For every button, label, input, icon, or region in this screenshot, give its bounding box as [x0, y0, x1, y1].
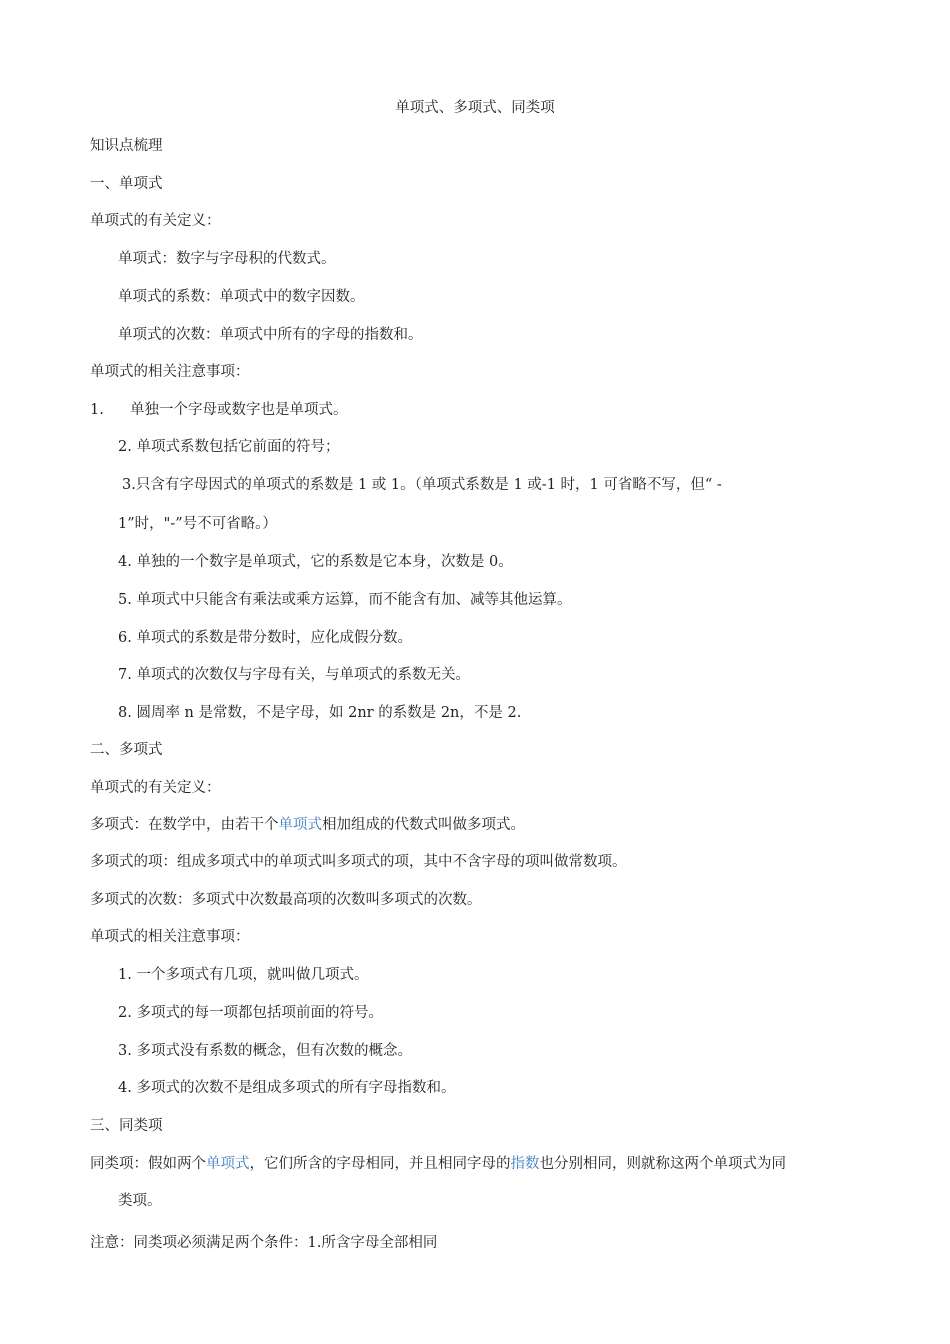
section-heading-like-terms: 三、同类项 — [90, 1118, 163, 1134]
monomial-note-item — [90, 400, 790, 420]
def-text: 相加组成的代数式叫做多项式。 — [322, 817, 525, 833]
monomial-note-item: 6. 单项式的系数是带分数时，应化成假分数。 — [118, 630, 412, 646]
monomial-defs-heading: 单项式的有关定义： — [90, 213, 221, 229]
monomial-note-item: 3.只含有字母因式的单项式的系数是 1 或 1。（单项式系数是 1 或-1 时，1 可省略不写，但“ - — [122, 477, 722, 493]
monomial-note-item-continued: 1”时，"-”号不可省略。） — [118, 516, 277, 532]
monomial-note-item: 7. 单项式的次数仅与字母有关，与单项式的系数无关。 — [118, 667, 470, 683]
monomial-note-item: 2. 单项式系数包括它前面的符号； — [118, 439, 340, 455]
polynomial-note-item: 3. 多项式没有系数的概念，但有次数的概念。 — [118, 1043, 412, 1059]
section-heading-polynomial: 二、多项式 — [90, 742, 163, 758]
polynomial-note-item: 2. 多项式的每一项都包括项前面的符号。 — [118, 1005, 383, 1021]
like-terms-def-continued: 类项。 — [118, 1193, 162, 1209]
like-terms-def — [90, 1154, 786, 1174]
monomial-notes-heading: 单项式的相关注意事项： — [90, 364, 250, 380]
monomial-def: 单项式：数字与字母积的代数式。 — [118, 251, 336, 267]
monomial-def: 单项式的次数：单项式中所有的字母的指数和。 — [118, 327, 423, 343]
def-text: 同类项：假如两个 — [90, 1156, 206, 1172]
monomial-link[interactable]: 单项式 — [206, 1156, 250, 1172]
monomial-def: 单项式的系数：单项式中的数字因数。 — [118, 289, 365, 305]
note-text: 单独一个字母或数字也是单项式。 — [130, 402, 348, 418]
monomial-note-item: 4. 单独的一个数字是单项式，它的系数是它本身，次数是 0。 — [118, 554, 513, 570]
def-text: ，它们所含的字母相同，并且相同字母的 — [249, 1156, 511, 1172]
def-text: 多项式：在数学中，由若干个 — [90, 817, 279, 833]
page-title: 单项式、多项式、同类项 — [395, 100, 555, 116]
note-number: 1. — [90, 402, 104, 418]
polynomial-notes-heading: 单项式的相关注意事项： — [90, 929, 250, 945]
polynomial-note-item: 4. 多项式的次数不是组成多项式的所有字母指数和。 — [118, 1080, 456, 1096]
outline-heading: 知识点梳理 — [90, 138, 163, 154]
section-heading-monomial: 一、单项式 — [90, 176, 163, 192]
polynomial-note-item: 1. 一个多项式有几项，就叫做几项式。 — [118, 967, 369, 983]
exponent-link[interactable]: 指数 — [510, 1156, 540, 1172]
monomial-note-item: 5. 单项式中只能含有乘法或乘方运算，而不能含有加、减等其他运算。 — [118, 592, 572, 608]
monomial-note-item: 8. 圆周率 n 是常数，不是字母，如 2nr 的系数是 2n，不是 2. — [118, 705, 522, 721]
def-text: 也分别相同，则就称这两个单项式为同 — [539, 1156, 786, 1172]
polynomial-def: 多项式的项：组成多项式中的单项式叫多项式的项，其中不含字母的项叫做常数项。 — [90, 854, 627, 870]
like-terms-note: 注意：同类项必须满足两个条件：1.所含字母全部相同 — [90, 1235, 438, 1251]
polynomial-defs-heading: 单项式的有关定义： — [90, 780, 221, 796]
polynomial-def — [90, 815, 525, 835]
polynomial-def: 多项式的次数：多项式中次数最高项的次数叫多项式的次数。 — [90, 892, 482, 908]
monomial-link[interactable]: 单项式 — [278, 817, 322, 833]
